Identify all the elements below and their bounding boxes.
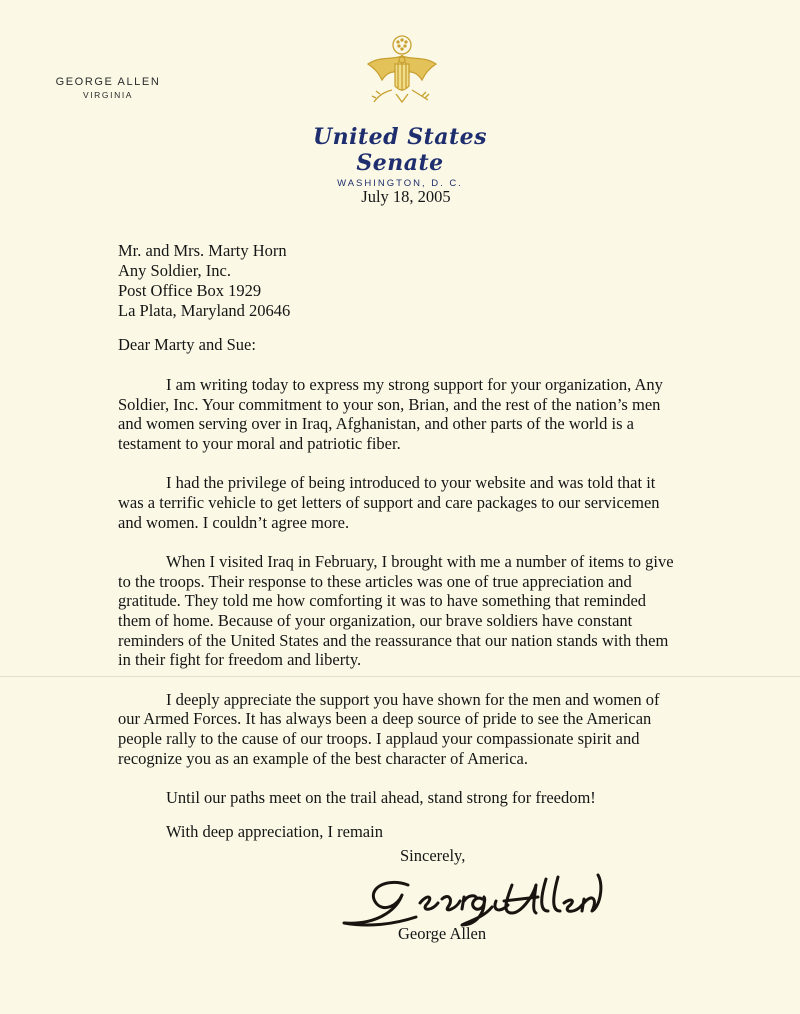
letter-date: July 18, 2005 [361, 187, 451, 206]
body-paragraph: I had the privilege of being introduced to your website and was told that it was a terrific vehicle to get letters of support and care packages to our servicemen and women. I couldn’t agree more. [118, 473, 660, 532]
address-line: La Plata, Maryland 20646 [118, 301, 291, 320]
handwritten-signature [336, 855, 606, 935]
address-line: Mr. and Mrs. Marty Horn [118, 241, 287, 260]
sender-name: GEORGE ALLEN [55, 76, 161, 88]
closing: Sincerely, [400, 846, 466, 865]
body-paragraph: When I visited Iraq in February, I brought with me a number of items to give to the troops. Their response to these articles was one of true appreciation and gratitude. They told me how comforting it was to have something that reminded them of home. Because of your organization, our brave soldiers have constant reminders of the United States and the reassurance that our nation stands with them in their fight for freedom and liberty. [118, 552, 674, 670]
sender-block [46, 76, 170, 100]
body-paragraph: With deep appreciation, I remain [166, 821, 383, 841]
recipient-address [118, 241, 290, 321]
body-paragraph: Until our paths meet on the trail ahead, stand strong for freedom! [166, 788, 596, 808]
letterhead-city: WASHINGTON, D. C. [337, 178, 463, 189]
great-seal-eagle-icon [362, 34, 442, 118]
body-paragraph: I am writing today to express my strong support for your organization, Any Soldier, Inc. Your commitment to your son, Brian, and the rest of the nation’s men and women serving over in Iraq, Afghanistan, and other parts of the world is a testament to your moral and patriotic fiber. [118, 375, 663, 453]
typed-name: George Allen [398, 924, 487, 943]
letter-body [118, 375, 678, 861]
letterhead [280, 124, 520, 189]
body-paragraph: I deeply appreciate the support you have shown for the men and women of our Armed Forces. It has always been a deep source of pride to see the American people rally to the cause of our troops. I applaud your compassionate spirit and recognize you as an example of the best character of America. [118, 689, 660, 768]
salutation: Dear Marty and Sue: [118, 335, 256, 354]
address-line: Post Office Box 1929 [118, 281, 262, 300]
address-line: Any Soldier, Inc. [118, 261, 231, 280]
letterhead-title: United States Senate [312, 124, 488, 176]
sender-state: VIRGINIA [82, 90, 134, 100]
